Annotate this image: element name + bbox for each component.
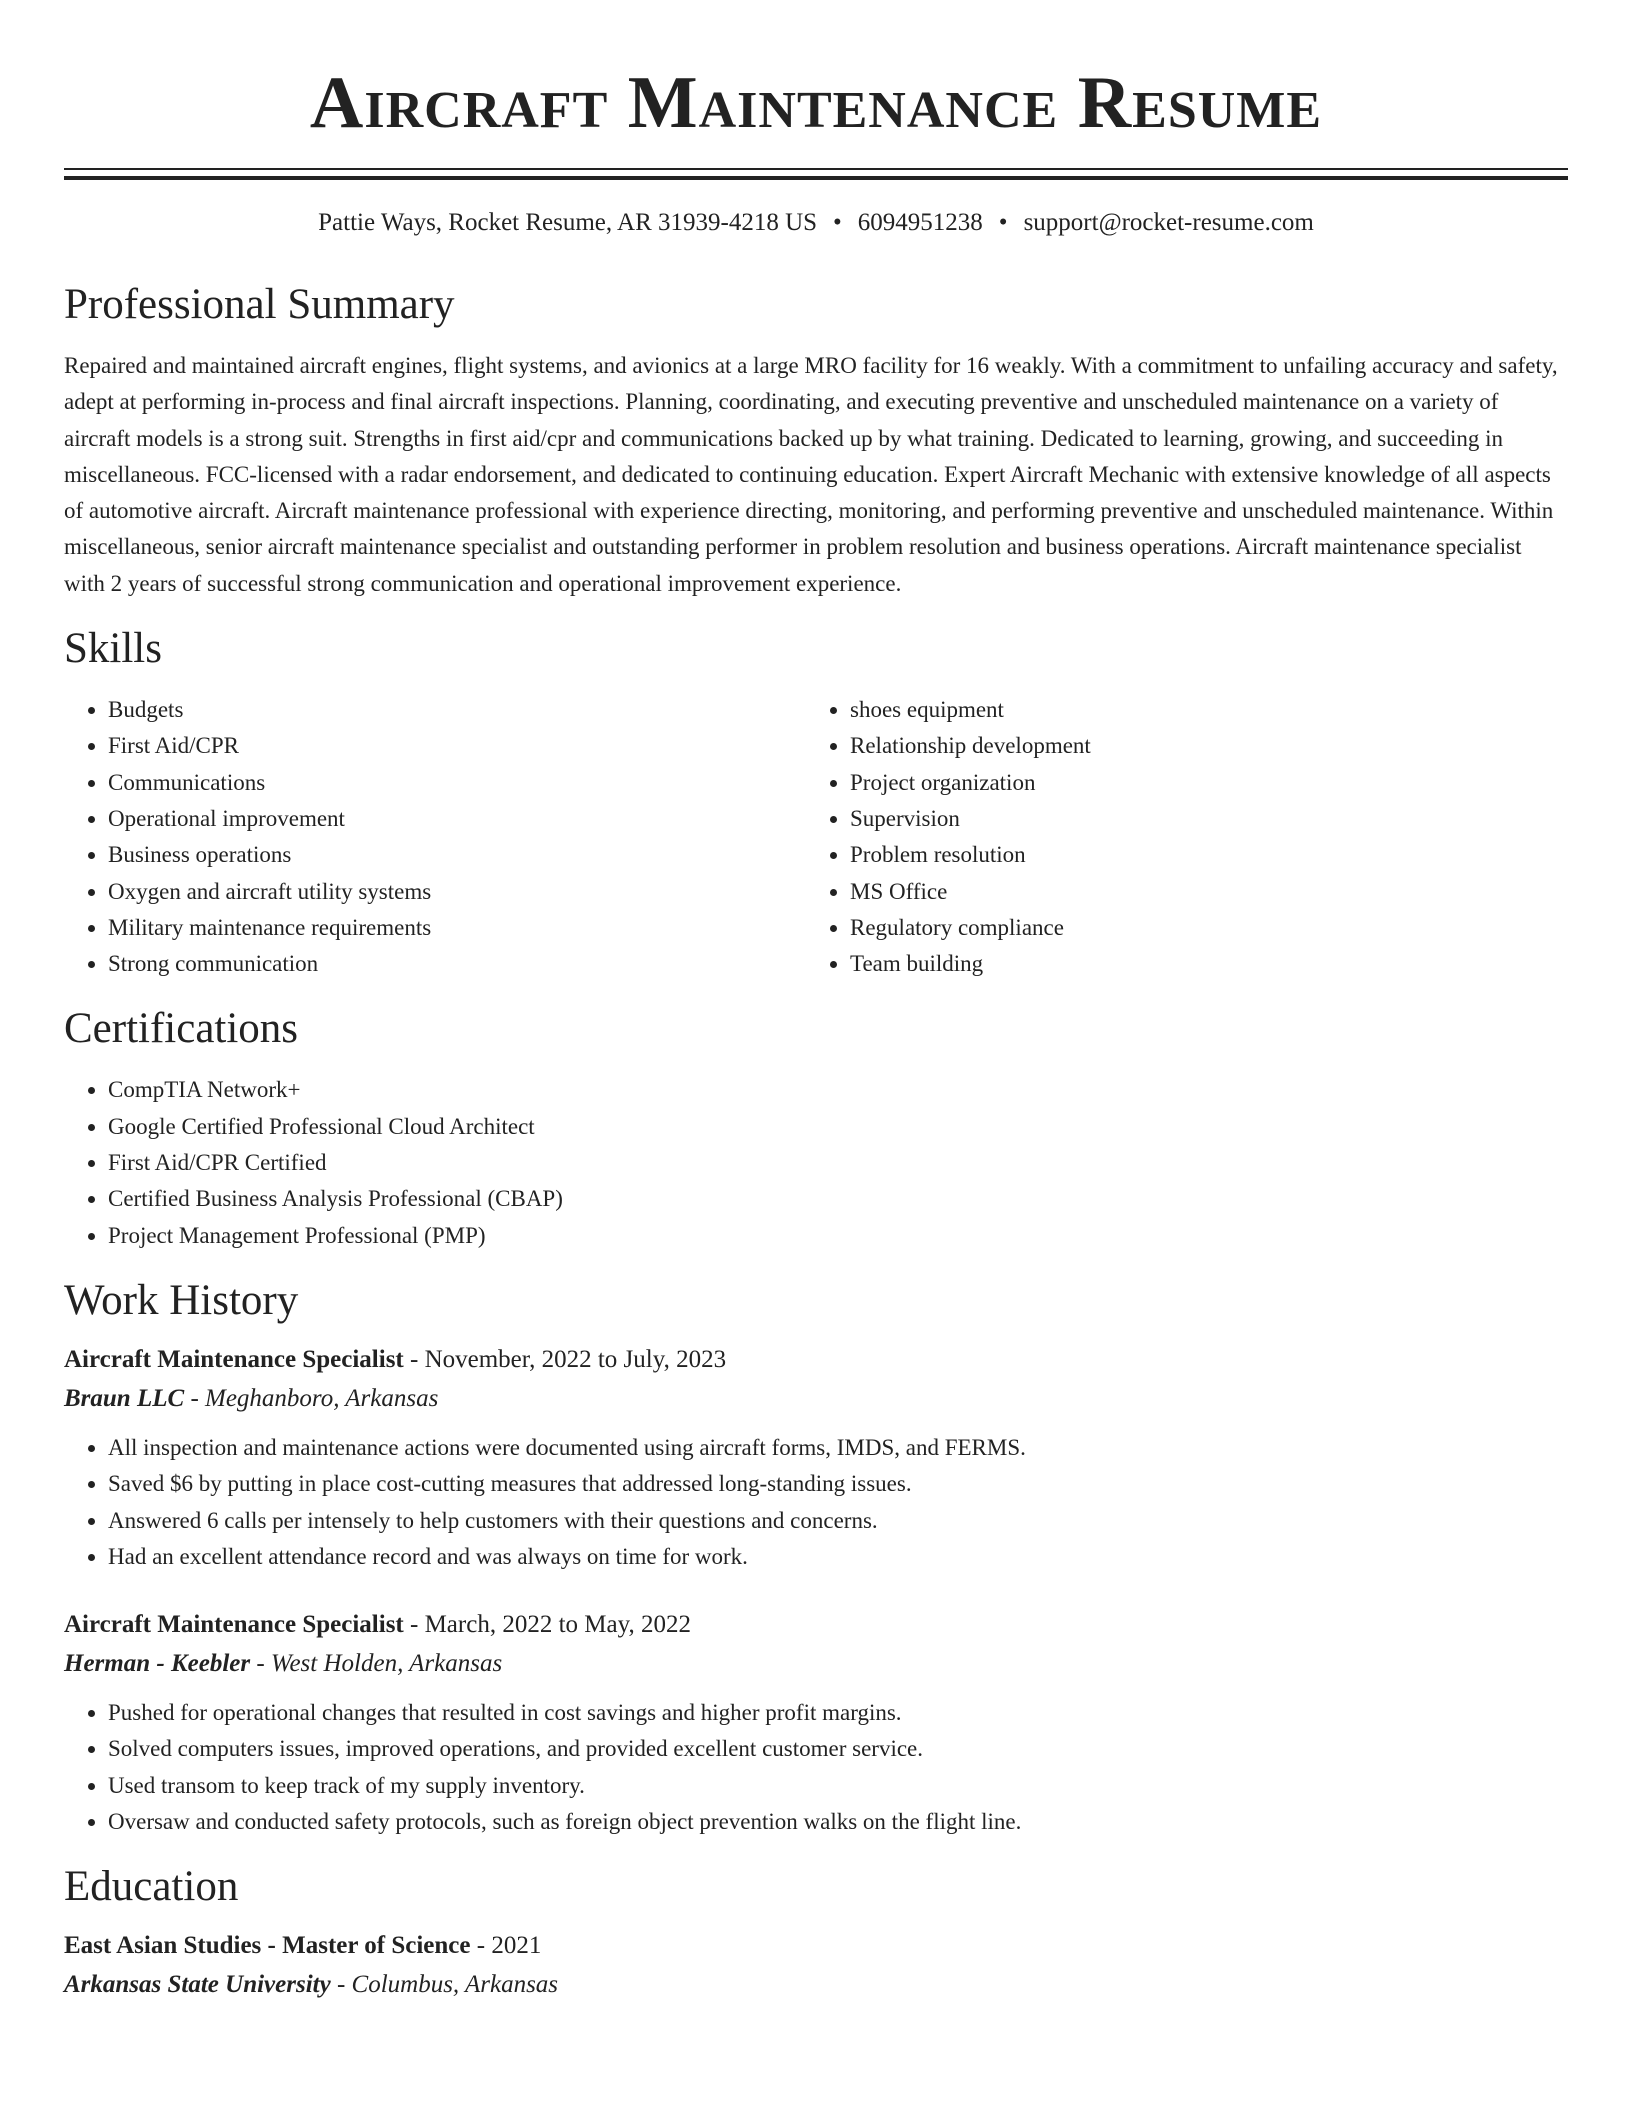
job-bullet: • Used transom to keep track of my supply inventory.	[108, 1768, 1568, 1804]
certification-item: • Google Certified Professional Cloud Architect	[108, 1109, 1568, 1145]
certification-item: • First Aid/CPR Certified	[108, 1145, 1568, 1181]
job-title-line: Aircraft Maintenance Specialist - November, 2022 to July, 2023	[64, 1345, 727, 1373]
skill-item: • Project organization	[850, 765, 1548, 801]
skill-item: • Budgets	[108, 692, 806, 728]
education-location: Columbus, Arkansas	[351, 1971, 559, 1999]
job-bullet: • Answered 6 calls per intensely to help customers with their questions and concerns.	[108, 1503, 1568, 1539]
job-entry	[64, 1340, 1568, 1575]
resume-title: Aircraft Maintenance Resume	[309, 62, 1323, 144]
job-dates: March, 2022 to May, 2022	[424, 1611, 691, 1639]
education-degree-line: East Asian Studies - Master of Science - 2021	[64, 1932, 542, 1960]
contact-email[interactable]: support@rocket-resume.com	[1023, 209, 1314, 236]
skill-item: • MS Office	[850, 874, 1548, 910]
job-bullet: • All inspection and maintenance actions were documented using aircraft forms, IMDS, and FERMS.	[108, 1430, 1568, 1466]
certification-item: • Certified Business Analysis Professional (CBAP)	[108, 1181, 1568, 1217]
skills-column-right	[806, 692, 1548, 982]
contact-line	[64, 208, 1568, 238]
certification-item: • Project Management Professional (PMP)	[108, 1218, 1568, 1254]
contact-separator: •	[833, 209, 842, 236]
contact-phone: 6094951238	[857, 209, 983, 236]
job-bullet: • Solved computers issues, improved operations, and provided excellent customer service.	[108, 1731, 1568, 1767]
job-dates: November, 2022 to July, 2023	[424, 1345, 727, 1373]
skill-item: • Operational improvement	[108, 801, 806, 837]
skill-item: • Business operations	[108, 837, 806, 873]
education-entry	[64, 1926, 1568, 2004]
job-company-line: Herman - Keebler - West Holden, Arkansas	[64, 1650, 503, 1678]
skill-item: • Regulatory compliance	[850, 910, 1548, 946]
job-location: West Holden, Arkansas	[270, 1650, 503, 1678]
job-bullet: • Saved $6 by putting in place cost-cutting measures that addressed long-standing issues.	[108, 1466, 1568, 1502]
education-school-line: Arkansas State University - Columbus, Arkansas	[64, 1971, 559, 1999]
skill-item: • Team building	[850, 946, 1548, 982]
job-bullets	[64, 1695, 1568, 1840]
skill-item: • Oxygen and aircraft utility systems	[108, 874, 806, 910]
job-bullet: • Pushed for operational changes that resulted in cost savings and higher profit margins.	[108, 1695, 1568, 1731]
job-company-line: Braun LLC - Meghanboro, Arkansas	[64, 1384, 439, 1412]
skill-item: • Strong communication	[108, 946, 806, 982]
certifications-list	[64, 1072, 1568, 1253]
job-title: Aircraft Maintenance Specialist	[64, 1345, 404, 1373]
education-year: 2021	[491, 1932, 542, 1960]
skill-item: • Military maintenance requirements	[108, 910, 806, 946]
job-title-line: Aircraft Maintenance Specialist - March, 2022 to May, 2022	[64, 1611, 691, 1639]
job-title: Aircraft Maintenance Specialist	[64, 1611, 404, 1639]
title-divider-thin	[64, 168, 1568, 170]
summary-heading: Professional Summary	[64, 281, 455, 328]
education-degree: Master of Science	[282, 1932, 471, 1960]
skill-item: • Problem resolution	[850, 837, 1548, 873]
skill-item: • Communications	[108, 765, 806, 801]
certification-item: • CompTIA Network+	[108, 1072, 1568, 1108]
skill-item: • Supervision	[850, 801, 1548, 837]
work-history-heading: Work History	[64, 1276, 299, 1324]
skill-item: • First Aid/CPR	[108, 728, 806, 764]
skills-heading: Skills	[64, 625, 162, 673]
job-entry	[64, 1605, 1568, 1840]
skill-item: • Relationship development	[850, 728, 1548, 764]
contact-separator: •	[998, 209, 1008, 236]
job-bullet: • Had an excellent attendance record and was always on time for work.	[108, 1539, 1568, 1575]
job-location: Meghanboro, Arkansas	[205, 1384, 439, 1412]
summary-text: Repaired and maintained aircraft engines, flight systems, and avionics at a large MRO facility for 16 weakly. With a commitment to unfailing accuracy and safety, adept at performing in-process and final aircraft inspections. Planning, coordinating, and executing preventive and unscheduled maintenance on a variety of aircraft models is a strong suit. Strengths in first aid/cpr and communications backed up by what training. Dedicated to learning, growing, and succeeding in miscellaneous. FCC-licensed with a radar endorsement, and dedicated to continuing education. Expert Aircraft Mechanic with extensive knowledge of all aspects of automotive aircraft. Aircraft maintenance professional with experience directing, monitoring, and performing preventive and unscheduled maintenance. Within miscellaneous, senior aircraft maintenance specialist and outstanding performer in problem resolution and business operations. Aircraft maintenance specialist with 2 years of successful strong communication and operational improvement experience.	[64, 353, 1558, 596]
job-bullet: • Oversaw and conducted safety protocols, such as foreign object prevention walks on the flight line.	[108, 1804, 1568, 1840]
skills-list	[64, 692, 1568, 982]
education-heading: Education	[64, 1863, 239, 1911]
skills-column-left	[64, 692, 806, 982]
skill-item: • shoes equipment	[850, 692, 1548, 728]
resume-page	[64, 0, 1568, 2004]
job-company: Braun LLC	[64, 1384, 185, 1412]
contact-address: Pattie Ways, Rocket Resume, AR 31939-4218 US	[318, 209, 818, 236]
education-field: East Asian Studies	[64, 1932, 262, 1960]
title-divider-thick	[64, 176, 1568, 180]
certifications-heading: Certifications	[64, 1005, 299, 1053]
job-company: Herman - Keebler	[64, 1650, 251, 1678]
education-school: Arkansas State University	[64, 1971, 331, 1999]
job-bullets	[64, 1430, 1568, 1575]
